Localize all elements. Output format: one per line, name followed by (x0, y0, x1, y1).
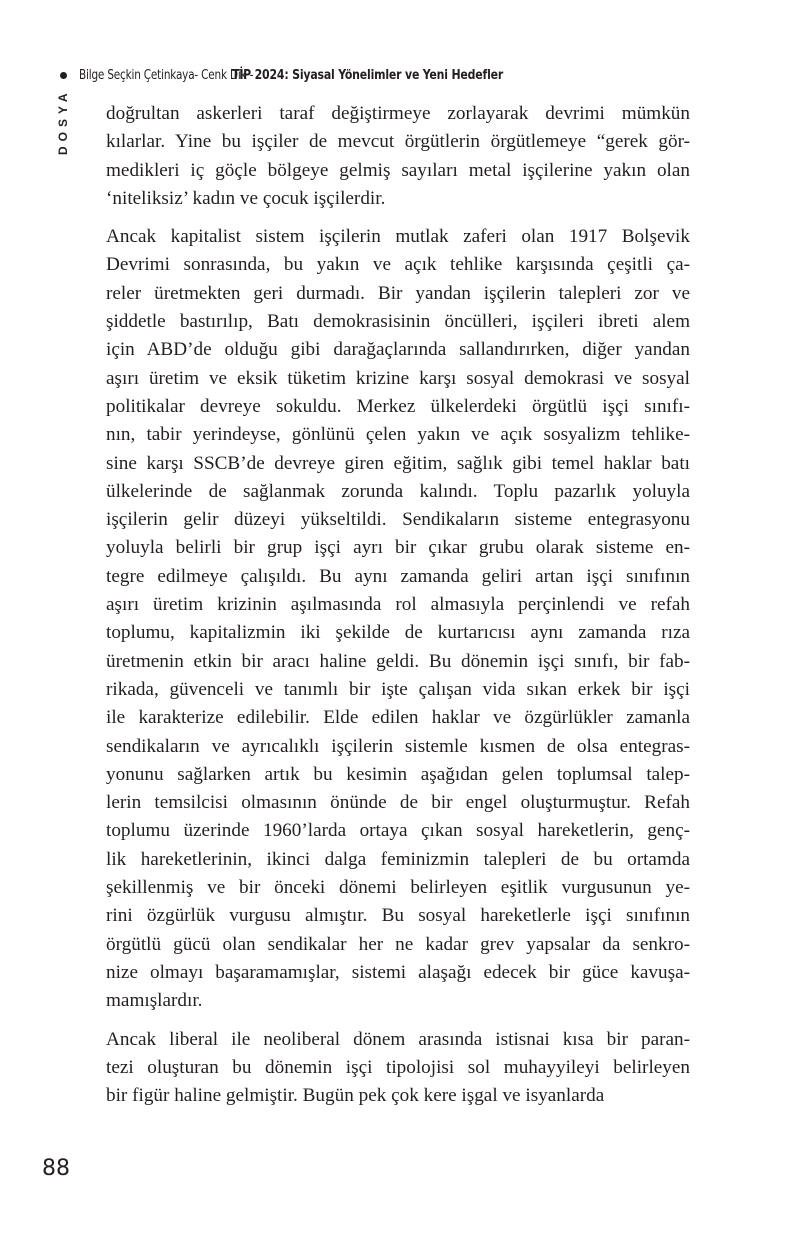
text-line: örgütlü gücü olan sendikalar her ne kadar grev yapsalar da senkro- (106, 933, 690, 955)
text-line: nize olmayı başaramamışlar, sistemi alaşağı edecek bir güce kavuşa- (106, 961, 690, 983)
text-line: medikleri iç göçle bölgeye gelmiş sayıları metal işçilerine yakın olan (106, 159, 690, 181)
body-text (106, 100, 690, 1110)
text-line: tegre edilmeye çalışıldı. Bu aynı zamanda geliri artan işçi sınıfının (106, 565, 690, 587)
text-line: lik hareketlerinin, ikinci dalga feminizmin talepleri de bu ortamda (106, 848, 690, 870)
text-line: kılarlar. Yine bu işçiler de mevcut örgütlerin örgütlemeye “gerek gör- (106, 131, 690, 153)
text-line: yoluyla belirli bir grup işçi ayrı bir çıkar grubu olarak sisteme en- (106, 537, 690, 559)
text-line: yonunu sağlarken artık bu kesimin aşağıdan gelen toplumsal talep- (106, 763, 690, 785)
text-line: rikada, güvenceli ve tanımlı bir işte çalışan vida sıkan erkek bir işçi (106, 678, 690, 700)
text-line: politikalar devreye sokuldu. Merkez ülkelerdeki örgütlü işçi sınıfı- (106, 395, 690, 417)
text-line: üretmenin etkin bir aracı haline geldi. Bu dönemin işçi sınıfı, bir fab- (106, 650, 690, 672)
text-line: şiddetle bastırılıp, Batı demokrasisinin öncülleri, işçileri ibreti alem (106, 311, 690, 333)
paragraph (106, 1026, 690, 1111)
text-line: mamışlardır. (106, 990, 203, 1012)
text-line: sine karşı SSCB’de devreye giren eğitim, sağlık gibi temel haklar batı (106, 452, 690, 474)
paragraph (106, 100, 690, 213)
text-line: şekillenmiş ve bir önceki dönemi belirleyen eşitlik vurgusunun ye- (106, 877, 690, 899)
text-line: Ancak liberal ile neoliberal dönem arasında istisnai kısa bir paran- (106, 1028, 690, 1050)
text-line: toplumu, kapitalizmin iki şekilde de kurtarıcısı aynı zamanda rıza (106, 622, 690, 644)
bullet-icon (60, 72, 67, 79)
text-line: ile karakterize edilebilir. Elde edilen haklar ve özgürlükler zamanla (106, 707, 690, 729)
section-side-label: DOSYA (56, 88, 70, 155)
header-title: TİP 2024: Siyasal Yönelimler ve Yeni Hedefler (231, 67, 503, 83)
text-line: doğrultan askerleri taraf değiştirmeye zorlayarak devrimi mümkün (106, 103, 690, 124)
text-line: bir figür haline gelmiştir. Bugün pek çok kere işgal ve isyanlarda (106, 1085, 605, 1107)
text-line: Ancak kapitalist sistem işçilerin mutlak zaferi olan 1917 Bolşevik (106, 226, 690, 248)
header-authors: Bilge Seçkin Çetinkaya- Cenk Dik - (79, 67, 254, 83)
text-line: için ABD’de olduğu gibi darağaçlarında sallandırırken, diğer yandan (106, 339, 690, 361)
text-line: toplumu üzerinde 1960’larda ortaya çıkan sosyal hareketlerin, genç- (106, 820, 690, 842)
text-line: sendikaların ve ayrıcalıklı işçilerin sistemle kısmen de olsa entegras- (106, 735, 690, 757)
text-line: reler üretmekten geri durmadı. Bir yandan işçilerin talepleri zor ve (106, 282, 690, 304)
paragraph (106, 223, 690, 1015)
text-line: ülkelerinde de sağlanmak zorunda kalındı. Toplu pazarlık yoluyla (106, 480, 690, 502)
text-line: lerin temsilcisi olmasının önünde de bir engel oluşturmuştur. Refah (106, 792, 690, 814)
text-line: ‘niteliksiz’ kadın ve çocuk işçilerdir. (106, 187, 386, 209)
text-line: Devrimi sonrasında, bu yakın ve açık tehlike karşısında çeşitli ça- (106, 254, 690, 276)
text-line: rini özgürlük vurgusu almıştır. Bu sosyal hareketlerle işçi sınıfının (106, 905, 690, 927)
running-header (60, 64, 533, 86)
text-line: aşırı üretim ve eksik tüketim krizine karşı sosyal demokrasi ve sosyal (106, 367, 690, 389)
text-line: tezi oluşturan bu dönemin işçi tipolojisi sol muhayyileyi belirleyen (106, 1056, 690, 1078)
text-line: nın, tabir yerindeyse, gönlünü çelen yakın ve açık sosyalizm tehlike- (106, 424, 690, 446)
text-line: aşırı üretim krizinin aşılmasında rol almasıyla perçinlendi ve refah (106, 594, 690, 616)
text-line: işçilerin gelir düzeyi yükseltildi. Sendikaların sisteme entegrasyonu (106, 509, 690, 531)
page-number: 88 (42, 1156, 70, 1181)
